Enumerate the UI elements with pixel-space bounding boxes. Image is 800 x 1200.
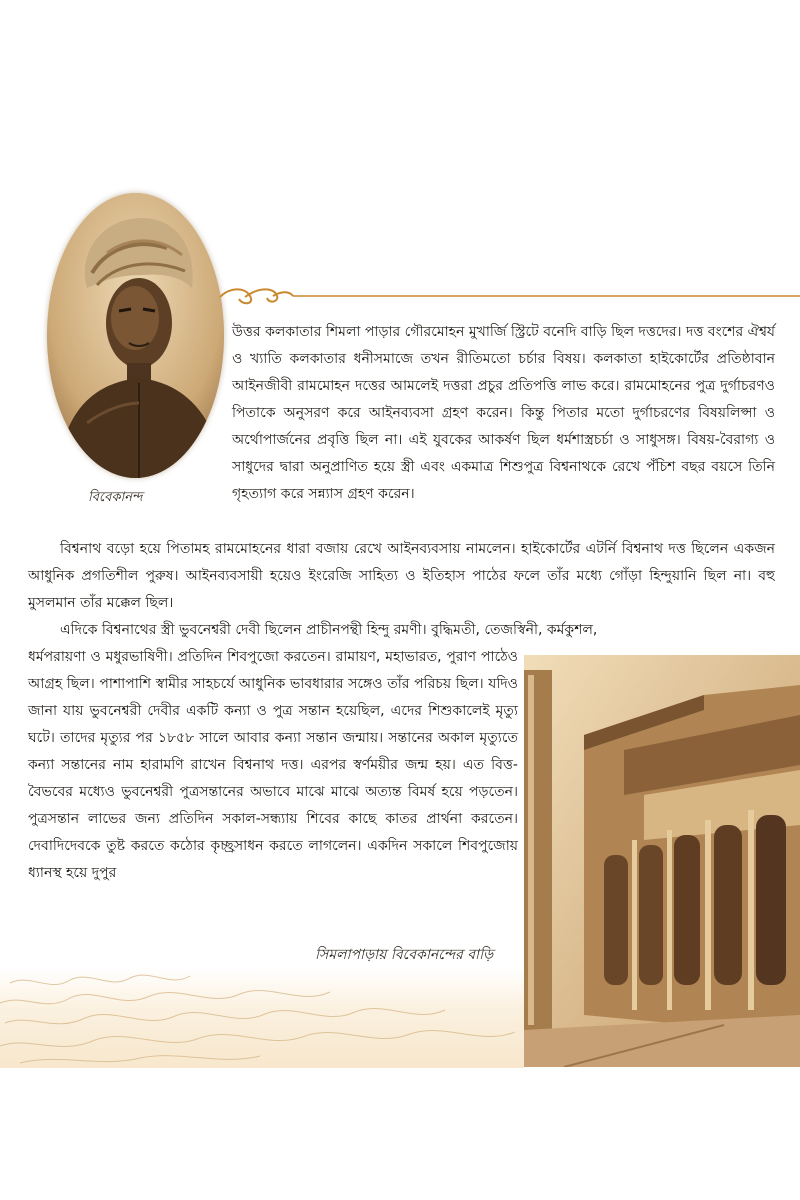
portrait-caption: বিবেকানন্দ: [88, 490, 143, 505]
simla-house-photo: [524, 655, 800, 1067]
decorative-divider: [215, 284, 800, 308]
handwriting-background: [0, 968, 524, 1068]
vivekananda-portrait: [47, 193, 224, 478]
paragraph-bhuvaneshwari-continued: ধর্মপরায়ণা ও মধুরভাষিণী। প্রতিদিন শিবপুজো করতেন। রামায়ণ, মহাভারত, পুরাণ পাঠেও আগ্রহ ছিল। পাশাপাশি স্বামীর সাহচর্যে আধুনিক ভাবধারার সঙ্গেও তাঁর পরিচয় ছিল। যদিও জানা যায় ভুবনেশ্বরী দেবীর একটি কন্যা ও পুত্র সন্তান হয়েছিল, এদের শিশুকালেই মৃত্যু ঘটে। তাদের মৃত্যুর পর ১৮৫৮ সালে আবার কন্যা সন্তান জন্মায়। সন্তানের অকাল মৃত্যুতে কন্যা সন্তানের নাম হারামণি রাখেন বিশ্বনাথ দত্ত। এরপর স্বর্ণময়ীর জন্ম হয়। এত বিত্ত-বৈভবের মধ্যেও ভুবনেশ্বরী পুত্রসন্তানের অভাবে মাঝে মাঝে অত্যন্ত বিমর্ষ হয়ে পড়তেন। পুত্রসন্তান লাভের জন্য প্রতিদিন সকাল-সন্ধ্যায় শিবের কাছে কাতর প্রার্থনা করতেন। দেবাদিদেবকে তুষ্ট করতে কঠোর কৃচ্ছ্রসাধন করতে লাগলেন। একদিন সকালে শিবপুজোয় ধ্যানস্থ হয়ে দুপুর: [28, 649, 518, 881]
house-caption: সিমলাপাড়ায় বিবেকানন্দের বাড়ি: [315, 947, 494, 963]
paragraph-family-history: উত্তর কলকাতার শিমলা পাড়ার গৌরমোহন মুখার্জি স্ট্রিটে বনেদি বাড়ি ছিল দত্তদের। দত্ত বংশের ঐশ্বর্য ও খ্যাতি কলকাতার ধনীসমাজে তখন রীতিমতো চর্চার বিষয়। কলকাতা হাইকোর্টের প্রতিষ্ঠাবান আইনজীবী রামমোহন দত্তের আমলেই দত্তরা প্রচুর প্রতিপত্তি লাভ করে। রামমোহনের পুত্র দুর্গাচরণও পিতাকে অনুসরণ করে আইনব্যবসা গ্রহণ করেন। কিন্তু পিতার মতো দুর্গাচরণের বিষয়লিপ্সা ও অর্থোপার্জনের প্রবৃত্তি ছিল না। এই যুবকের আকর্ষণ ছিল ধর্মশাস্ত্রচর্চা ও সাধুসঙ্গ। বিষয়-বৈরাগ্য ও সাধুদের দ্বারা অনুপ্রাণিত হয়ে স্ত্রী এবং একমাত্র শিশুপুত্র বিশ্বনাথকে রেখে পঁচিশ বছর বয়সে তিনি গৃহত্যাগ করে সন্ন্যাস গ্রহণ করেন।: [232, 324, 775, 502]
paragraph-vishwanath: বিশ্বনাথ বড়ো হয়ে পিতামহ রামমোহনের ধারা বজায় রেখে আইনব্যবসায় নামলেন। হাইকোর্টের এটর্নি বিশ্বনাথ দত্ত ছিলেন একজন আধুনিক প্রগতিশীল পুরুষ। আইনব্যবসায়ী হয়েও ইংরেজি সাহিত্য ও ইতিহাস পাঠের ফলে তাঁর মধ্যে গোঁড়া হিন্দুয়ানি ছিল না। বহু মুসলমান তাঁর মক্কেল ছিল।: [28, 541, 775, 611]
paragraph-bhuvaneshwari-intro: এদিকে বিশ্বনাথের স্ত্রী ভুবনেশ্বরী দেবী ছিলেন প্রাচীনপন্থী হিন্দু রমণী। বুদ্ধিমতী, তেজস্বিনী, কর্মকুশল,: [60, 622, 598, 638]
